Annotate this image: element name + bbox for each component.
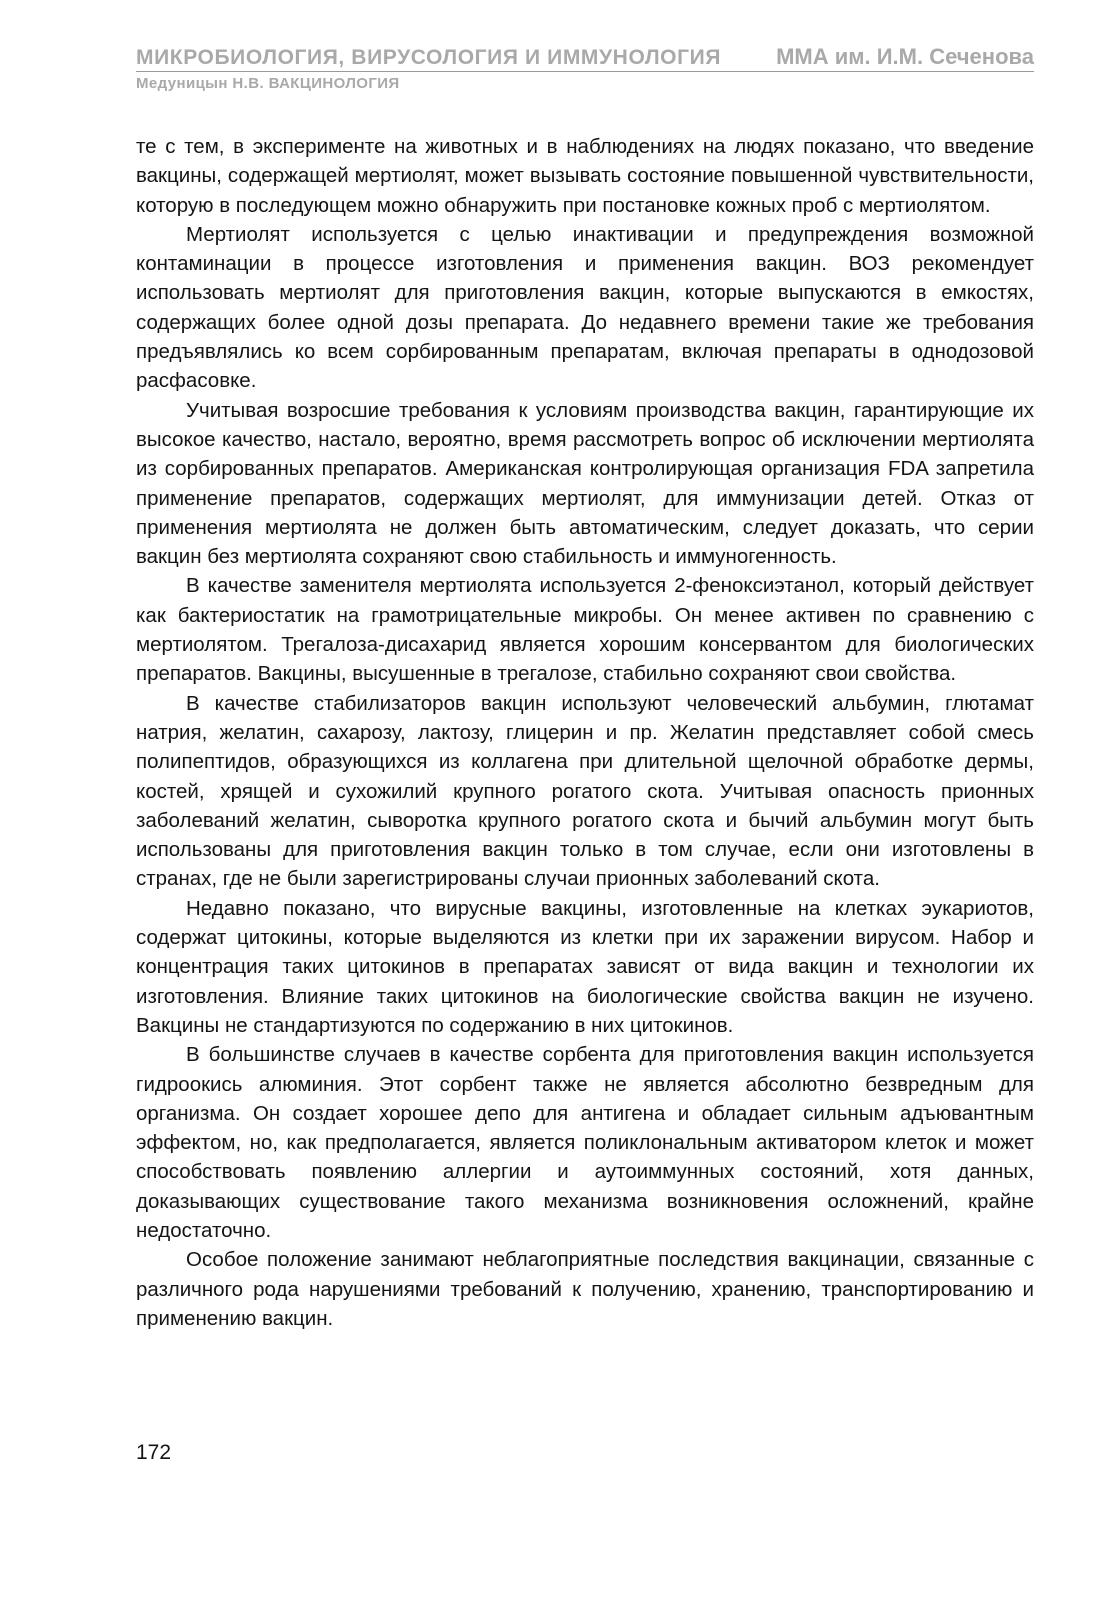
book-series-title: МИКРОБИОЛОГИЯ, ВИРУСОЛОГИЯ И ИММУНОЛОГИЯ xyxy=(136,46,722,69)
paragraph: Мертиолят используется с целью инактивации и предупреждения возможной контаминации в процессе изготовления и применения вакцин. ВОЗ рекомендует использовать мертиолят для приготовления вакцин, которые выпускаются в емкостях, содержащих более одной дозы препарата. До недавнего времени такие же требования предъявлялись ко всем сорбированным препаратам, включая препараты в однодозовой расфасовке. xyxy=(136,222,1034,393)
paragraph: В качестве заменителя мертиолята используется 2-феноксиэтанол, который действует как бактериостатик на грамотрицательные микробы. Он менее активен по сравнению с мертиолятом. Трегалоза-дисахарид является хорошим консервантом для биологических препаратов. Вакцины, высушенные в трегалозе, стабильно сохраняют свои свойства. xyxy=(136,574,1034,686)
paragraph: те с тем, в эксперименте на животных и в наблюдениях на людях показано, что введение вакцины, содержащей мертиолят, может вызывать состояние повышенной чувствительности, которую в последующем можно обнаружить при постановке кожных проб с мертиолятом. xyxy=(136,135,1034,217)
author-book-title: Медуницын Н.В. ВАКЦИНОЛОГИЯ xyxy=(136,75,400,92)
paragraph: Особое положение занимают неблагоприятные последствия вакцинации, связанные с различного рода нарушениями требований к получению, хранению, транспортированию и применению вакцин. xyxy=(136,1248,1034,1330)
running-header xyxy=(136,44,1034,92)
body-text xyxy=(136,132,1034,1333)
paragraph: В большинстве случаев в качестве сорбента для приготовления вакцин используется гидроокись алюминия. Этот сорбент также не является абсолютно безвредным для организма. Он создает хорошее депо для антигена и обладает сильным адъювантным эффектом, но, как предполагается, является поликлональным активатором клеток и может способствовать появлению аллергии и аутоиммунных состояний, хотя данных, доказывающих существование такого механизма возникновения осложнений, крайне недостаточно. xyxy=(136,1043,1034,1242)
paragraph: Недавно показано, что вирусные вакцины, изготовленные на клетках эукариотов, содержат цитокины, которые выделяются из клетки при их заражении вирусом. Набор и концентрация таких цитокинов в препаратах зависят от вида вакцин и технологии их изготовления. Влияние таких цитокинов на биологические свойства вакцин не изучено. Вакцины не стандартизуются по содержанию в них цитокинов. xyxy=(136,896,1034,1037)
paragraph: Учитывая возросшие требования к условиям производства вакцин, гарантирующие их высокое качество, настало, вероятно, время рассмотреть вопрос об исключении мертиолята из сорбированных препаратов. Американская контролирующая организация FDA запретила применение препаратов, содержащих мертиолят, для иммунизации детей. Отказ от применения мертиолята не должен быть автоматическим, следует доказать, что серии вакцин без мертиолята сохраняют свою стабильность и иммуногенность. xyxy=(136,398,1034,569)
institution-name: ММА им. И.М. Сеченова xyxy=(776,44,1034,69)
paragraph: В качестве стабилизаторов вакцин используют человеческий альбумин, глютамат натрия, желатин, сахарозу, лактозу, глицерин и пр. Желатин представляет собой смесь полипептидов, образующихся из коллагена при длительной щелочной обработке дермы, костей, хрящей и сухожилий крупного рогатого скота. Учитывая опасность прионных заболеваний желатин, сыворотка крупного рогатого скота и бычий альбумин могут быть использованы для приготовления вакцин только в том случае, если они изготовлены в странах, где не были зарегистрированы случаи прионных заболеваний скота. xyxy=(136,691,1034,891)
page-number: 172 xyxy=(136,1441,172,1464)
running-header-top-line xyxy=(136,44,1034,72)
